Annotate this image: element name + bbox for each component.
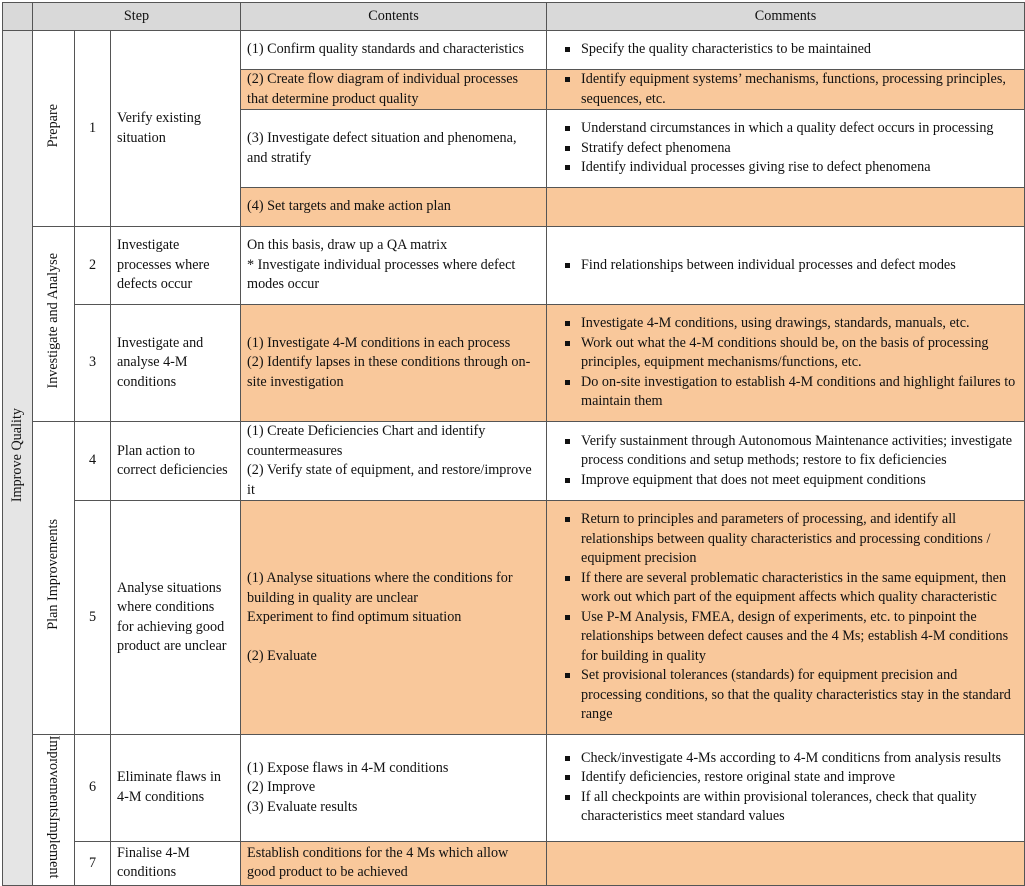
comment-bullet: If all checkpoints are within provisional tolerances, check that quality characteristics meet standard values bbox=[581, 788, 1018, 827]
comments-cell bbox=[547, 841, 1025, 885]
step-number: 5 bbox=[75, 501, 111, 735]
step-number: 3 bbox=[75, 305, 111, 422]
comment-bullet: Return to principles and parameters of processing, and identify all relationships between quality characteristics and processing conditions / equipment precision bbox=[581, 510, 1018, 569]
step-name: Plan action to correct deficiencies bbox=[111, 422, 241, 501]
contents-cell bbox=[241, 422, 547, 501]
comments-cell bbox=[547, 110, 1025, 188]
comment-bullet: Find relationships between individual processes and defect modes bbox=[581, 256, 1018, 276]
header-blank bbox=[3, 3, 33, 31]
step-name: Eliminate flaws in 4-M conditions bbox=[111, 735, 241, 842]
step-name: Investigate and analyse 4-M conditions bbox=[111, 305, 241, 422]
comment-bullet: Check/investigate 4-Ms according to 4-M conditicns from analysis results bbox=[581, 749, 1018, 769]
step-number: 6 bbox=[75, 735, 111, 842]
contents-cell: (4) Set targets and make action plan bbox=[241, 188, 547, 227]
main-phase-label: Improve Quality bbox=[3, 31, 33, 886]
step-number: 7 bbox=[75, 841, 111, 885]
contents-line: (2) Evaluate bbox=[247, 647, 317, 664]
step-number: 2 bbox=[75, 227, 111, 305]
contents-cell bbox=[241, 735, 547, 842]
contents-line: Experiment to find optimum situation bbox=[247, 609, 462, 625]
phase-plan: Plan Improvements bbox=[33, 422, 75, 735]
step-number: 4 bbox=[75, 422, 111, 501]
step-name: Verify existing situation bbox=[111, 31, 241, 227]
comment-bullet: Identify individual processes giving rise to defect phenomena bbox=[581, 158, 1018, 178]
comment-bullet: Use P-M Analysis, FMEA, design of experiments, etc. to pinpoint the relationships between defect causes and the 4 Ms; establish 4-M conditions for building in quality bbox=[581, 608, 1018, 667]
comment-bullet: Investigate 4-M conditions, using drawings, standards, manuals, etc. bbox=[581, 314, 1018, 334]
contents-cell: (2) Create flow diagram of individual processes that determine product quality bbox=[241, 70, 547, 110]
contents-line: (3) Evaluate results bbox=[247, 798, 358, 815]
step-name: Investigate processes where defects occur bbox=[111, 227, 241, 305]
table-row bbox=[3, 422, 1025, 501]
comments-cell bbox=[547, 305, 1025, 422]
comments-cell bbox=[547, 227, 1025, 305]
contents-line: On this basis, draw up a QA matrix bbox=[247, 237, 448, 254]
contents-line: (2) Identify lapses in these conditions through on-site investigation bbox=[247, 354, 531, 390]
contents-cell bbox=[241, 305, 547, 422]
comments-cell bbox=[547, 422, 1025, 501]
step-number: 1 bbox=[75, 31, 111, 227]
phase-implement-line: Improvements bbox=[46, 735, 62, 817]
contents-line: (2) Improve bbox=[247, 779, 316, 796]
contents-cell: (1) Confirm quality standards and characteristics bbox=[241, 31, 547, 70]
table-row bbox=[3, 31, 1025, 70]
comment-bullet: Identify deficiencies, restore original state and improve bbox=[581, 768, 1018, 788]
header-step: Step bbox=[33, 3, 241, 31]
contents-cell bbox=[241, 501, 547, 735]
header-contents: Contents bbox=[241, 3, 547, 31]
table-row bbox=[3, 501, 1025, 735]
comment-bullet: Identify equipment systems’ mechanisms, functions, processing principles, sequences, etc. bbox=[581, 70, 1018, 109]
comments-cell bbox=[547, 188, 1025, 227]
contents-line: (1) Analyse situations where the conditions for building in quality are unclear bbox=[247, 570, 513, 606]
contents-cell: (3) Investigate defect situation and phenomena, and stratify bbox=[241, 110, 547, 188]
table-row bbox=[3, 841, 1025, 885]
contents-line: (1) Expose flaws in 4-M conditions bbox=[247, 759, 449, 776]
contents-cell: Establish conditions for the 4 Ms which allow good product to be achieved bbox=[241, 841, 547, 885]
comments-cell bbox=[547, 31, 1025, 70]
header-row bbox=[3, 3, 1025, 31]
comments-cell bbox=[547, 501, 1025, 735]
phase-prepare: Prepare bbox=[33, 31, 75, 227]
comment-bullet: Set provisional tolerances (standards) for equipment precision and processing conditions, so that the quality characteristics stay in the standard range bbox=[581, 666, 1018, 725]
table-row bbox=[3, 305, 1025, 422]
comment-bullet: Improve equipment that does not meet equipment conditions bbox=[581, 471, 1018, 491]
contents-cell bbox=[241, 227, 547, 305]
phase-investigate: Investigate and Analyse bbox=[33, 227, 75, 422]
phase-implement bbox=[33, 735, 75, 886]
step-name: Analyse situations where conditions for achieving good product are unclear bbox=[111, 501, 241, 735]
table-row bbox=[3, 227, 1025, 305]
comment-bullet: Work out what the 4-M conditions should be, on the basis of processing principles, equipment mechanisms/functions, etc. bbox=[581, 334, 1018, 373]
contents-line: (1) Investigate 4-M conditions in each process bbox=[247, 334, 511, 351]
comment-bullet: Specify the quality characteristics to be maintained bbox=[581, 40, 1018, 60]
comment-bullet: Understand circumstances in which a quality defect occurs in processing bbox=[581, 119, 1018, 139]
phase-implement-line: Implement bbox=[46, 816, 62, 879]
comment-bullet: Stratify defect phenomena bbox=[581, 139, 1018, 159]
comments-cell bbox=[547, 70, 1025, 110]
header-comments: Comments bbox=[547, 3, 1025, 31]
comment-bullet: If there are several problematic characteristics in the same equipment, then work out which part of the equipment affects which quality characteristic bbox=[581, 569, 1018, 608]
step-name: Finalise 4-M conditions bbox=[111, 841, 241, 885]
comment-bullet: Do on-site investigation to establish 4-M conditions and highlight failures to maintain them bbox=[581, 373, 1018, 412]
table-row bbox=[3, 735, 1025, 842]
quality-improvement-table bbox=[2, 2, 1025, 886]
comment-bullet: Verify sustainment through Autonomous Maintenance activities; investigate process conditions and setup methods; restore to fix deficiencies bbox=[581, 432, 1018, 471]
contents-line: * Investigate individual processes where defect modes occur bbox=[247, 256, 516, 293]
contents-line: (1) Create Deficiencies Chart and identify countermeasures bbox=[247, 423, 486, 459]
contents-line: (2) Verify state of equipment, and restore/improve it bbox=[247, 462, 532, 498]
comments-cell bbox=[547, 735, 1025, 842]
